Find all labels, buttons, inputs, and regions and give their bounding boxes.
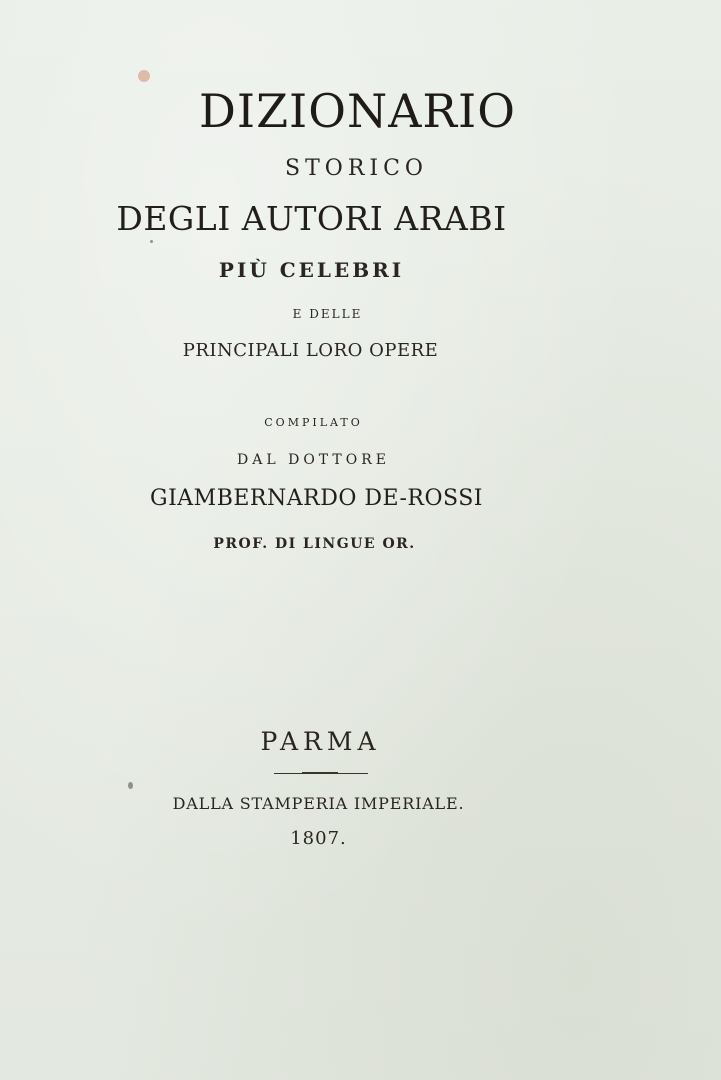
subtitle-conjunction: E DELLE <box>292 307 363 321</box>
compiled-label: COMPILATO <box>264 416 363 429</box>
imprint-city: PARMA <box>260 727 381 756</box>
imprint-year: 1807. <box>290 828 347 849</box>
subtitle-celebri: PIÙ CELEBRI <box>218 258 405 282</box>
author-title: PROF. DI LINGUE OR. <box>213 536 416 552</box>
subtitle-storico: STORICO <box>285 156 428 181</box>
subtitle-authors: DEGLI AUTORI ARABI <box>116 199 507 238</box>
subtitle-works: PRINCIPALI LORO OPERE <box>182 340 439 361</box>
imprint-divider <box>274 773 368 774</box>
by-label: DAL DOTTORE <box>237 452 390 468</box>
ink-speck <box>128 782 133 789</box>
author-name: GIAMBERNARDO DE-ROSSI <box>150 486 483 511</box>
ink-speck <box>150 240 153 243</box>
foxing-stain <box>138 70 150 82</box>
book-title: DIZIONARIO <box>199 84 516 138</box>
imprint-printer: DALLA STAMPERIA IMPERIALE. <box>172 794 465 813</box>
